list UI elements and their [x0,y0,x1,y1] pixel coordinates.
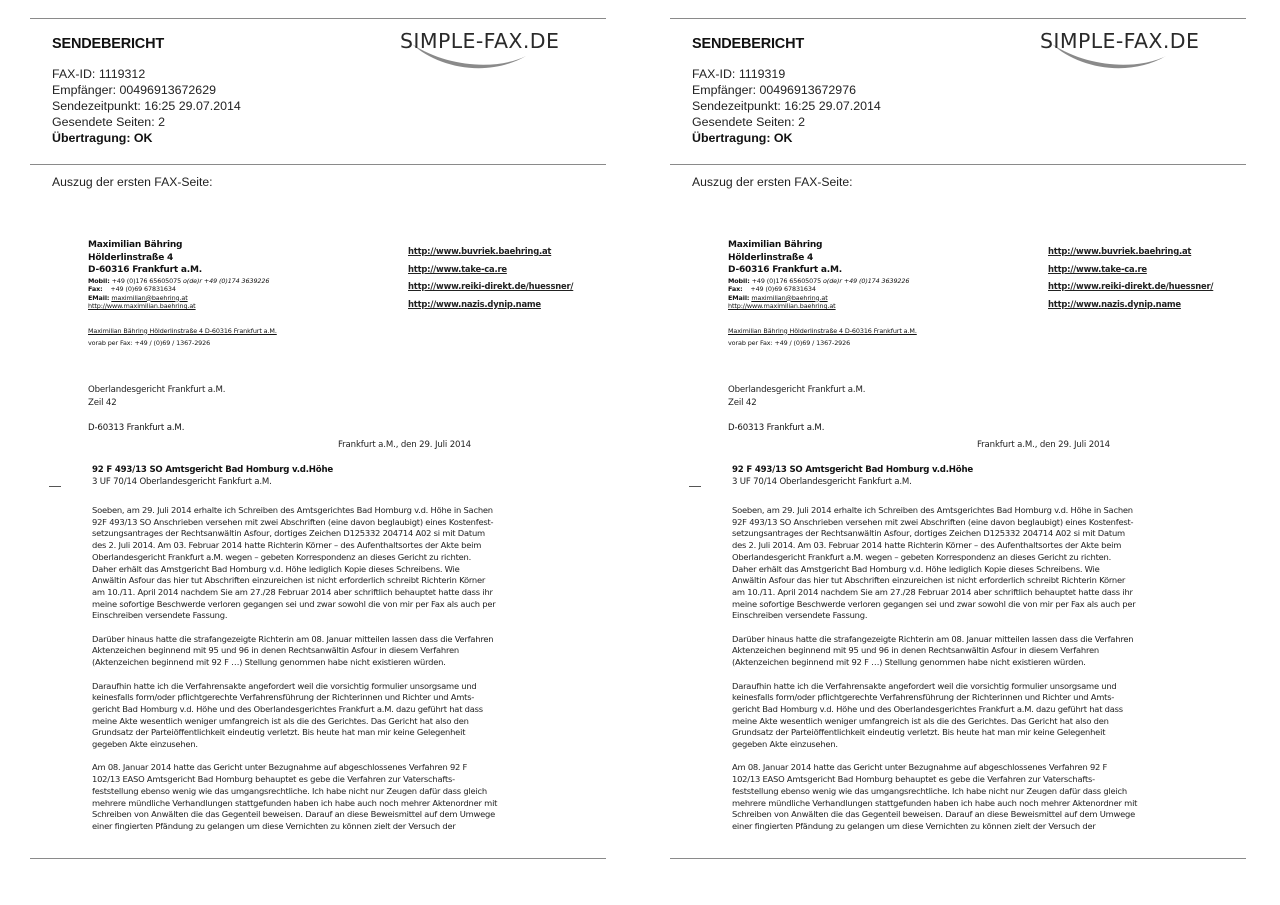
report-details [52,66,241,146]
recipient-line-1: Oberlandesgericht Frankfurt a.M. [88,385,226,395]
bottom-divider [30,858,606,859]
link-reiki-direkt[interactable]: http://www.reiki-direkt.de/huessner/ [1048,281,1214,291]
fax-id: FAX-ID: 1119319 [692,67,786,81]
recipient-number: Empfänger: 00496913672976 [692,83,856,97]
sender-street: Hölderlinstraße 4 [728,252,814,263]
sender-mobil [728,277,917,286]
sender-block [728,239,917,348]
case-references [732,465,973,488]
email-label: EMail: [88,293,110,302]
sender-mobil [88,277,277,286]
sender-name: Maximilian Bähring [88,240,183,250]
bottom-divider [670,858,1246,859]
sender-street: Hölderlinstraße 4 [88,252,174,263]
sender-name: Maximilian Bähring [728,240,823,250]
middle-divider [670,164,1246,165]
link-take-care[interactable]: http://www.take-ca.re [1048,263,1147,274]
case-ref-1: 92 F 493/13 SO Amtsgericht Bad Homburg v.d.Höhe [732,465,974,475]
transmission-status: Übertragung: OK [52,131,153,145]
fax-label: Fax: [88,285,103,293]
sender-fax [728,285,917,294]
pages-sent: Gesendete Seiten: 2 [692,115,805,129]
fax-report-page-2 [640,0,1280,905]
case-ref-2: 3 UF 70/14 Oberlandesgericht Fankfurt a.M. [732,476,912,487]
mobil-label: Mobil: [728,276,750,285]
mobil-or: o(de)r [182,276,202,285]
sender-block [88,239,277,348]
prefax-number: vorab per Fax: +49 / (0)69 / 1367-2926 [728,339,851,347]
recipient-address [728,384,865,435]
send-time: Sendezeitpunkt: 16:25 29.07.2014 [52,99,241,113]
recipient-line-2: Zeil 42 [728,397,757,408]
fold-mark [689,486,701,487]
report-details [692,66,881,146]
link-buvriek[interactable]: http://www.buvriek.baehring.at [1048,246,1192,256]
paragraph: Darüber hinaus hatte die strafangezeigte Richterin am 08. Januar mitteilen lassen dass die Verfahren Aktenzeichen beginnend mit 95 und 96 in denen Rechtsanwältin Asfour in diesem Verfahren (Aktenzeichen beginnend mit 92 F …) Stellung genommen habe nicht existieren würden. [92,633,494,668]
sender-email [728,294,917,303]
email-label: EMail: [728,293,750,302]
link-nazis-dynip[interactable]: http://www.nazis.dynip.name [408,298,541,309]
simple-fax-logo [1038,22,1238,78]
simple-fax-logo [398,22,598,78]
report-title: SENDEBERICHT [692,36,804,52]
case-references [92,465,333,488]
letter-date: Frankfurt a.M., den 29. Juli 2014 [977,440,1110,450]
paragraph: Am 08. Januar 2014 hatte das Gericht unter Bezugnahme auf abgeschlossenes Verfahren 92 F 102/13 EASO Amtsgericht Bad Homburg behauptet es gebe die Verfahren zur Vaterschafts- feststellung ebenso wenig wie das umgangsrechtliche. Ich habe nicht nur Zeugen dafür dass gleich mehrere mündliche Verhandlungen stattgefunden haben ich habe auch noch mehrer Aktenordner mit Schreiben von Anwälten die das Gegenteil beweisen. Darauf an diese Beweismittel auf dem Umwege einer fingierten Pfändung zu gelangen um diese Vernichten zu können zielt der Versuch der [92,762,498,831]
mobil-alt: +49 (0)174 3639226 [843,276,910,285]
mobil-alt: +49 (0)174 3639226 [203,276,270,285]
fold-mark [49,486,61,487]
case-ref-2: 3 UF 70/14 Oberlandesgericht Fankfurt a.M. [92,476,272,487]
paragraph: Am 08. Januar 2014 hatte das Gericht unter Bezugnahme auf abgeschlossenes Verfahren 92 F 102/13 EASO Amtsgericht Bad Homburg behauptet es gebe die Verfahren zur Vaterschafts- feststellung ebenso wenig wie das umgangsrechtliche. Ich habe nicht nur Zeugen dafür dass gleich mehrere mündliche Verhandlungen stattgefunden haben ich habe auch noch mehrer Aktenordner mit Schreiben von Anwälten die das Gegenteil beweisen. Darauf an diese Beweismittel auf dem Umwege einer fingierten Pfändung zu gelangen um diese Vernichten zu können zielt der Versuch der [732,762,1138,831]
letter-body [732,505,1212,831]
link-nazis-dynip[interactable]: http://www.nazis.dynip.name [1048,298,1181,309]
paragraph: Daraufhin hatte ich die Verfahrensakte angefordert weil die vorsichtig formulier unsorgsame und keinesfalls form/oder pflichtgerechte Verfahrensführung der Richterinnen und Richter und Amts- gericht Bad Homburg v.d. Höhe und des Oberlandesgerichtes Frankfurt a.M. dazu geführt hat dass meine Akte wesentlich weniger umfangreich ist als die des Gerichtes. Das Gericht hat also den Grundsatz der Parteiöffentlichkeit eindeutig verletzt. Bis heute hat man mir keine Gelegenheit gegeben Akte einzusehen. [92,680,483,750]
report-title: SENDEBERICHT [52,36,164,52]
sender-email [88,294,277,303]
email-link[interactable]: maximilian@baehring.at [751,293,828,302]
case-ref-1: 92 F 493/13 SO Amtsgericht Bad Homburg v.d.Höhe [92,465,334,475]
recipient-line-2: Zeil 42 [88,397,117,408]
logo-text: SIMPLE-FAX.DE [400,29,560,53]
link-buvriek[interactable]: http://www.buvriek.baehring.at [408,246,552,256]
sender-website-link[interactable]: http://www.maximilian.baehring.at [88,302,196,310]
top-divider [30,18,606,19]
mobil-value: +49 (0)176 65605075 [111,276,182,285]
letter-body [92,505,572,831]
fax-label: Fax: [728,285,743,293]
paragraph: Soeben, am 29. Juli 2014 erhalte ich Schreiben des Amtsgerichtes Bad Homburg v.d. Höhe in Sachen 92F 493/13 SO Anschrieben versehen mit zwei Abschriften (eine davon beglaubigt) eines Kostenfest- setzungsantrages der Rechtsanwältin Asfour, dortiges Zeichen D125332 204714 A02 si mit Datum des 2. Juli 2014. Am 03. Februar 2014 hatte Richterin Körner – des Aufenthaltsortes der Akte beim Oberlandesgericht Frankfurt a.M. wegen – gebeten Korrespondenz an dieses Gericht zu richten. Daher erhält das Amstgericht Bad Homburg v.d. Höhe lediglich Kopie dieses Schreibens. Wie Anwältin Asfour das hier tut Abschriften einzureichen ist nicht erforderlich schreibt Richterin Körner am 10./11. April 2014 nachdem Sie am 27./28 Februar 2014 aber schriftlich behauptet hatte dass ihr meine sofortige Beschwerde verloren gegangen sei und zwar sowohl die von mir per Fax als auch per Einschreiben versendete Fassung. [732,505,1136,621]
excerpt-label: Auszug der ersten FAX-Seite: [692,175,853,189]
logo-text: SIMPLE-FAX.DE [1040,29,1200,53]
fax-value: +49 (0)69 67831634 [750,285,816,293]
send-time: Sendezeitpunkt: 16:25 29.07.2014 [692,99,881,113]
paragraph: Darüber hinaus hatte die strafangezeigte Richterin am 08. Januar mitteilen lassen dass die Verfahren Aktenzeichen beginnend mit 95 und 96 in denen Rechtsanwältin Asfour in diesem Verfahren (Aktenzeichen beginnend mit 92 F …) Stellung genommen habe nicht existieren würden. [732,633,1134,668]
mobil-label: Mobil: [88,276,110,285]
link-list [408,243,573,313]
link-take-care[interactable]: http://www.take-ca.re [408,263,507,274]
top-divider [670,18,1246,19]
return-address: Maximilian Bähring Hölderlinstraße 4 D-60316 Frankfurt a.M. [88,326,277,335]
return-address: Maximilian Bähring Hölderlinstraße 4 D-60316 Frankfurt a.M. [728,326,917,335]
mobil-value: +49 (0)176 65605075 [751,276,822,285]
link-list [1048,243,1213,313]
sender-website-link[interactable]: http://www.maximilian.baehring.at [728,302,836,310]
recipient-city: D-60313 Frankfurt a.M. [88,423,185,433]
middle-divider [30,164,606,165]
fax-value: +49 (0)69 67831634 [110,285,176,293]
link-reiki-direkt[interactable]: http://www.reiki-direkt.de/huessner/ [408,281,574,291]
email-link[interactable]: maximilian@baehring.at [111,293,188,302]
fax-id: FAX-ID: 1119312 [52,67,146,81]
prefax-number: vorab per Fax: +49 / (0)69 / 1367-2926 [88,339,211,347]
recipient-city: D-60313 Frankfurt a.M. [728,423,825,433]
excerpt-label: Auszug der ersten FAX-Seite: [52,175,213,189]
recipient-number: Empfänger: 00496913672629 [52,83,216,97]
pages-sent: Gesendete Seiten: 2 [52,115,165,129]
sender-fax [88,285,277,294]
sender-city: D-60316 Frankfurt a.M. [728,265,842,275]
transmission-status: Übertragung: OK [692,131,793,145]
mobil-or: o(de)r [822,276,842,285]
sender-city: D-60316 Frankfurt a.M. [88,265,202,275]
paragraph: Soeben, am 29. Juli 2014 erhalte ich Schreiben des Amtsgerichtes Bad Homburg v.d. Höhe in Sachen 92F 493/13 SO Anschrieben versehen mit zwei Abschriften (eine davon beglaubigt) eines Kostenfest- setzungsantrages der Rechtsanwältin Asfour, dortiges Zeichen D125332 204714 A02 si mit Datum des 2. Juli 2014. Am 03. Februar 2014 hatte Richterin Körner – des Aufenthaltsortes der Akte beim Oberlandesgericht Frankfurt a.M. wegen – gebeten Korrespondenz an dieses Gericht zu richten. Daher erhält das Amstgericht Bad Homburg v.d. Höhe lediglich Kopie dieses Schreibens. Wie Anwältin Asfour das hier tut Abschriften einzureichen ist nicht erforderlich schreibt Richterin Körner am 10./11. April 2014 nachdem Sie am 27./28 Februar 2014 aber schriftlich behauptet hatte dass ihr meine sofortige Beschwerde verloren gegangen sei und zwar sowohl die von mir per Fax als auch per Einschreiben versendete Fassung. [92,505,496,621]
recipient-address [88,384,225,435]
recipient-line-1: Oberlandesgericht Frankfurt a.M. [728,385,866,395]
paragraph: Daraufhin hatte ich die Verfahrensakte angefordert weil die vorsichtig formulier unsorgsame und keinesfalls form/oder pflichtgerechte Verfahrensführung der Richterinnen und Richter und Amts- gericht Bad Homburg v.d. Höhe und des Oberlandesgerichtes Frankfurt a.M. dazu geführt hat dass meine Akte wesentlich weniger umfangreich ist als die des Gerichtes. Das Gericht hat also den Grundsatz der Parteiöffentlichkeit eindeutig verletzt. Bis heute hat man mir keine Gelegenheit gegeben Akte einzusehen. [732,680,1123,750]
letter-date: Frankfurt a.M., den 29. Juli 2014 [338,440,471,450]
